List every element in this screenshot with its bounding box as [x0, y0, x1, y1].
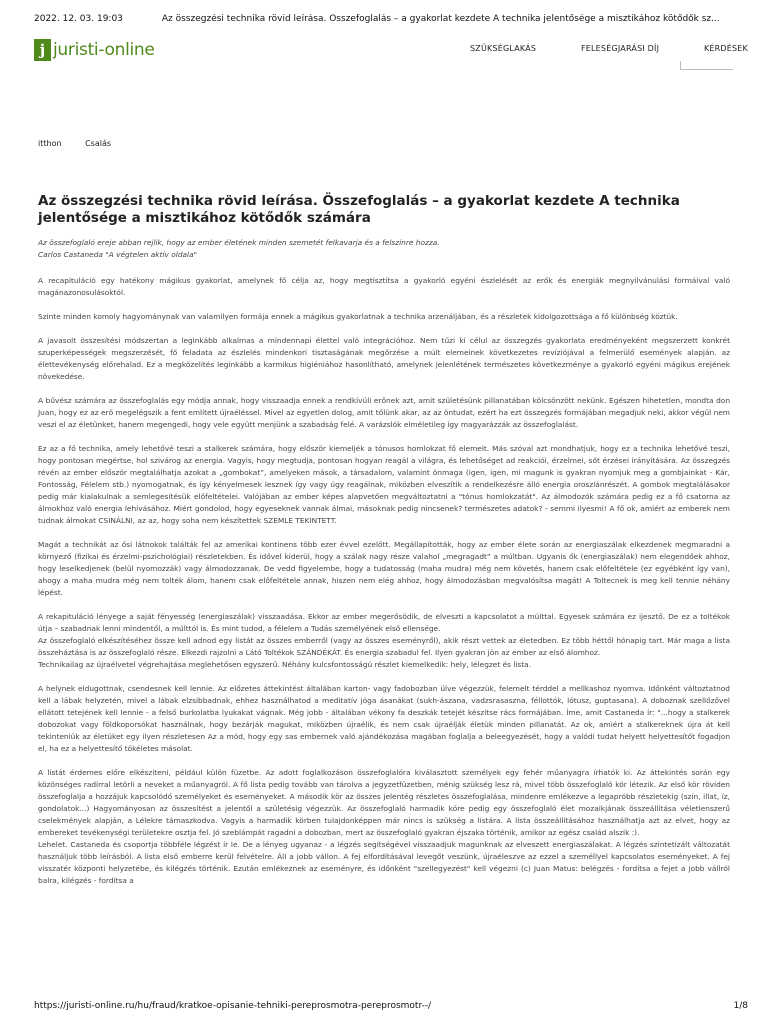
print-datetime: 2022. 12. 03. 19:03	[34, 14, 123, 24]
article-paragraph: Technikailag az újraélvetel végrehajtása meglehetősen egyszerű. Néhány kulcsfontosságú részlet kiemelkedik: hely, lélegzet és lista.	[38, 660, 532, 669]
nav-item-kerdesek[interactable]: KÉRDÉSEK	[703, 44, 748, 53]
print-header	[34, 14, 748, 24]
print-footer	[34, 1001, 748, 1011]
top-nav	[470, 44, 748, 53]
breadcrumb-category-link[interactable]: Csalás	[85, 139, 112, 148]
logo-text: juristi-online	[53, 40, 155, 60]
nav-item-szukseglakas[interactable]: SZÜKSÉGLAKÁS	[470, 44, 537, 53]
article-paragraph: Az összefoglaló elkészítéséhez össze kell adnod egy listát az összes emberről (vagy az összes eseményről), akik részt vettek az életedben. Ez több héttől hónapig tart. Már maga a lista összeháztása is az összefoglaló része. Elkezdi rajzolni a Látó Toltékok SZÁNDÉKÁT. És energia szabadul fel. Ilyen gyakran jön az ember az első álomhoz.	[38, 636, 730, 657]
article-paragraph: Ez az a fő technika, amely lehetővé teszi a stalkerek számára, hogy először kiemeljék a tónusos homlokzat fő elemeit. Más szóval azt mondhatjuk, hogy ez a technika lehetővé teszi, hogy pontosan megértse, hol szivárog az energia. Vagyis, hogy megtudja, pontosan hogyan reagál a világra, és lehetőséget ad reakciói, érzelmei, sőt érzései irányítására. Az összegzés révén az ember először megtalálhatja azokat a „gombokat”, amelyeken mások, a társadalom, valamint önmaga (igen, igen, mi magunk is gyakran nyomjuk meg a gombjainkat - Kár, Fontosság, Félelem stb.) nyomogatnak, és így kényelmesek lesznek így vagy úgy reagálnak, miközben elveszítik a rendelkezésre álló energia oroszlánrészét. A gombok megtalálásakor pedig már kialakulnak a semlegesítésük előfeltételei. Valójában az ember képes alapvetően megváltoztatni a "tónus homlokzatát". Az álmodozók számára pedig ez a fő csatorna az álmokhoz való energia lehívásához. Miért gondolod, hogy egyeseknek vannak álmai, másoknak pedig nincsenek? természetes adatok? - semmi ilyesmi! A fő ok, amiért az emberek nem tudnak álmokat CSINÁLNI, az az, hogy soha nem készítettek SZEMLE TEKINTETT.	[38, 444, 730, 525]
epigraph-quote: Az összefoglaló ereje abban rejlik, hogy az ember életének minden szemetét felkavarja és a felszínre hozza.	[38, 238, 440, 247]
breadcrumb	[38, 139, 132, 148]
article-body	[38, 275, 730, 887]
print-page-number: 1/8	[733, 1001, 748, 1011]
nav-dropdown-edge	[680, 61, 733, 70]
article-paragraph: A helynek eldugottnak, csendesnek kell lennie. Az előzetes áttekintést általában karton- vagy fadobozban ülve végezzük, felemelt térddel a mellkashoz nyomva. Időnként változtatnod kell a lábak helyzetén, mivel a lábak elzsibbadnak, ehhez használhatod a meditatív jóga ásanákat (sukh-ászana, vadzsrasaszna, féllottók, lótusz, guptasana). A doboznak szellőzővel ellátott tetejének kell lennie - a felső burkolatba lyukakat vágnak. Még jobb - általában vékony fa deszkák tetejét készítse rács formájában. Íme, amit Castaneda ír: "...hogy a stalkerek dobozokat vagy földkoporsókat használnak, hogy bezárják magukat, miközben újraélik, és nem csak újraélják életük minden pillanatát. Az ok, amiért a stalkereknek újra át kell tekinteniük az életüket egy ilyen részletesen Az a mód, hogy egy sas embernek való ajándékozása magában foglalja a beleegyezését, hogy a valódi tudat helyett helyettesítőt fogadjon el, ha ez a helyettesítő tökéletes másolat.	[38, 684, 730, 753]
article-paragraph: Magát a technikát az ősi látnokok találták fel az amerikai kontinens több ezer évvel ezelőtt. Megállapították, hogy az ember élete során az energiaszálak elkezdenek megmaradni a környező (fizikai és érzelmi-pszichológiai) részletekben. És idővel kiderül, hogy a szálak nagy része valahol „megragadt” a múltban. Ugyanis ők (energiaszálak) nem elegendőek ahhoz, hogy leselkedjenek (belül nyomozzák) vagy álmodozzanak. De vedd figyelembe, hogy a tudatosság (maha mudra) még nem követés, hanem csak előfeltétele (ez egyébként így van), ahogy a maha mudra még nem tolték álom, hanem csak előfeltétele annak, hiszen nem elég ahhoz, hogy álmodozásban megvalósítsa magát! A Toltecnek is meg kell tennie néhány lépést.	[38, 540, 730, 597]
article	[38, 193, 730, 887]
article-paragraph: A javasolt összesítési módszertan a leginkább alkalmas a mindennapi élettel való integrációhoz. Nem tűzi ki célul az összegzés gyakorlata eredményeként megszerzett konkrét szuperképességek megszerzését, fő feladata az észlelés mindenkori tisztaságának megőrzése a múlt elemeinek következetes revíziójával a felmerülő események alapján. az élettevékenység előrehalad. Ez a megközelítés leginkább a karmikus higiéniához hasonlítható, amelynek jelenlétének természetes következménye a gyakorló egyéni mágikus erejének növekedése.	[38, 336, 730, 381]
site-logo[interactable]	[34, 38, 155, 62]
logo-mark-icon: j	[34, 39, 51, 61]
article-paragraph: A rekapituláció lényege a saját fényesség (energiaszálak) visszaadása. Ekkor az ember megerősödik, de elveszti a kapcsolatot a múlttal. Egyesek számára ez ijesztő. De ez a toltékok útja – szabadnak lenni mindentől, a múlttól is. És mint tudod, a félelem a Tudás személyének első ellensége.	[38, 612, 730, 633]
print-doc-title: Az összegzési technika rövid leírása. Összefoglalás – a gyakorlat kezdete A technika jelentősége a misztikához kötődők sz...	[161, 14, 720, 24]
breadcrumb-home-link[interactable]: itthon	[38, 139, 62, 148]
article-epigraph	[38, 237, 730, 261]
nav-item-felesegjarasi-dij[interactable]: FELESÉGJARÁSI DÍJ	[580, 44, 660, 53]
article-paragraph: A recapituláció egy hatékony mágikus gyakorlat, amelynek fő célja az, hogy megtisztítsa a gyakorló egyéni észlelését az erők és energiák megnyilvánulási formáival való magánazonosulásoktól.	[38, 276, 730, 297]
epigraph-source: Carlos Castaneda "A végtelen aktív oldala"	[38, 250, 198, 259]
article-paragraph: A listát érdemes előre elkészíteni, például külön füzetbe. Az adott foglalkozáson összefoglalóra kiválasztott személyek egy fehér műanyagra írhatók ki. Az áttekintés során egy közönséges radírral letörli a neveket a műanyagról. A fő lista pedig tovább van tárolva a jegyzetfüzetben, ménig szükség lesz rá, mivel több összefoglaló kör létezik. Az első kör röviden összefoglalja a hozzájuk kapcsolódó személyeket és eseményeket. A második kör az összes jelentég részletes összefoglalása, mindenre emlékezve a legapróbb részletekig (szín, illat, íz, gondolatok...) Hagyományosan az összesítést a jelentől a születésig végezzük. Az összefoglaló harmadik köre pedig egy összefoglaló élet mozaikjának összeállítása véletlenszerű cselekmények alapján, a Lélekre támaszkodva. Vagyis a harmadik körben tulajdonképpen már nincs is szükség a listára. A lista összeállításához használhatja azt az elvet, hogy az embereket tevékenységi területekre osztja fel. Jó szeblámpát ragadni a dobozban, mert az összefoglaló gyakran éjszaka történik, amikor az egész család alszik :).	[38, 768, 730, 837]
article-paragraph: Szinte minden komoly hagyománynak van valamilyen formája ennek a mágikus gyakorlatnak a technika arzenáljában, és a részletek kidolgozottsága a fő különbség köztük.	[38, 312, 678, 321]
article-paragraph: A bűvész számára az összefoglalás egy módja annak, hogy visszaadja ennek a rendkívüli erőnek azt, amit születésünk pillanatában kölcsönzött nekünk. Egészen hihetetlen, mondta don Juan, hogy ez az erő megelégszik a fent említett újraéléssel. Mivel az egyetlen dolog, amit tőlünk akar, az az öntudat, ezért ha ezt összegzés formájában megadjuk neki, akkor végül nem veszi el az életünket, hanem megengedi, hogy vele együtt menjünk a szabadság felé. A varázslók elméletileg így magyarázzák az összefoglalást.	[38, 396, 730, 429]
article-paragraph: Lehelet. Castaneda és csoportja többféle légzést ír le. De a lényeg ugyanaz - a légzés segítségével visszaadjuk magunknak az elveszett energiaszálakat. A légzés szintetizált változatát használjuk több leírásból. A lista első emberre kerül felvételre. Áll a jobb vállon. A fej elfordításával levegőt veszünk, újraéleszve az ezzel a személlyel kapcsolatos eseményeket. A fej visszatér központi helyzetébe, és kilégzés történik. Ezután emlékeznek az eseményre, és időnként "szellegyezést" kell végezni (c) Juan Matus: belégzés - fordítsa a fejet a jobb vállról balra, kilégzés - fordítsa a	[38, 840, 730, 885]
print-url: https://juristi-online.ru/hu/fraud/kratkoe-opisanie-tehniki-pereprosmotra-pereprosmotr--/	[34, 1001, 432, 1011]
article-title: Az összegzési technika rövid leírása. Összefoglalás – a gyakorlat kezdete A technika jelentősége a misztikához kötődők számára	[38, 193, 680, 226]
